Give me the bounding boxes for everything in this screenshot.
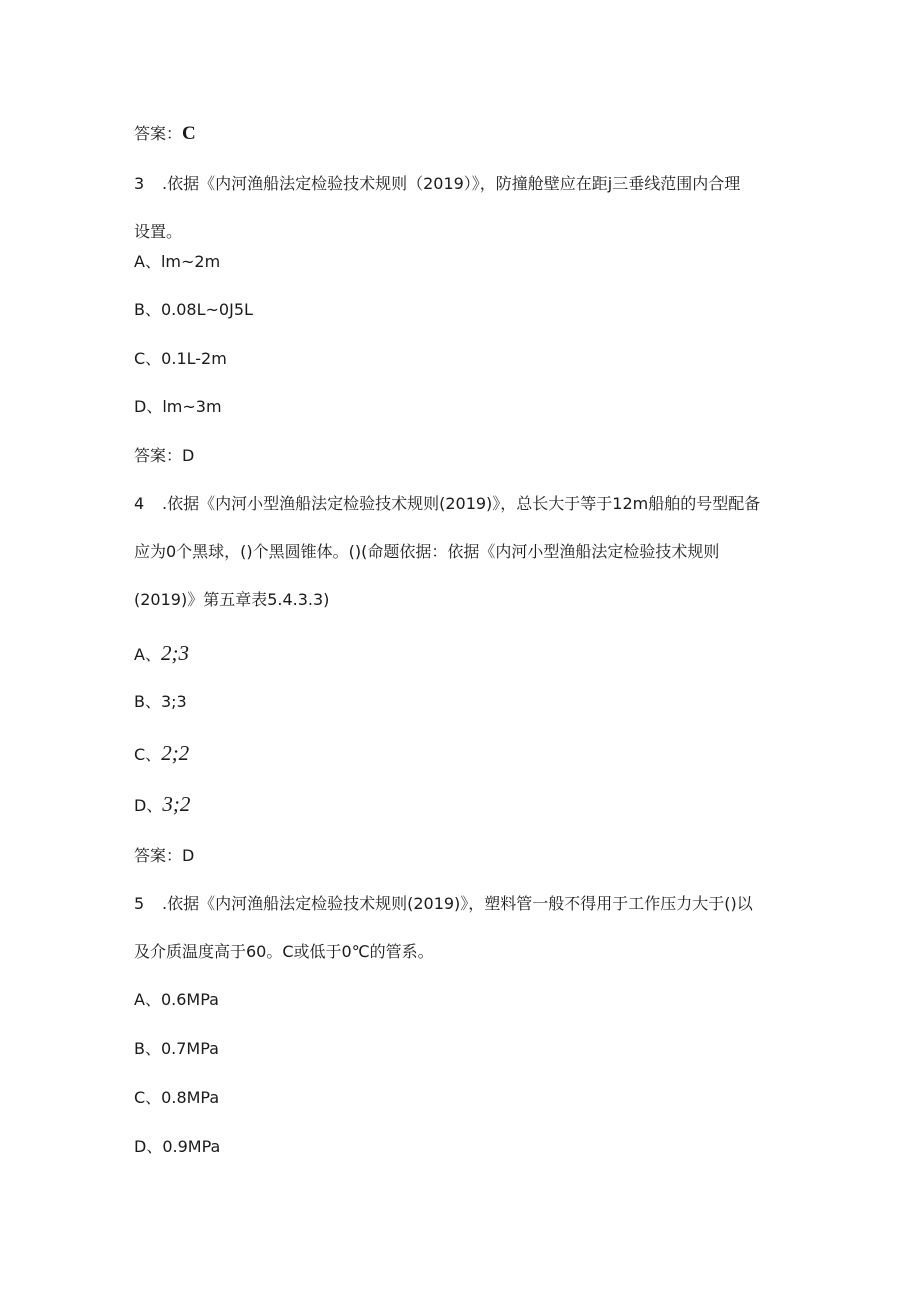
answer-label: 答案： [134, 124, 183, 143]
q3-answer: 答案：D [134, 446, 195, 465]
q4-answer: 答案：D [134, 846, 195, 865]
q5-option-b: B、0.7MPa [134, 1039, 219, 1058]
q4-text-line3: (2019)》第五章表5.4.3.3) [134, 590, 330, 609]
q3-text-line2: 设置。 [134, 222, 183, 241]
answer-value: C [182, 123, 196, 144]
q4-option-b: B、3;3 [134, 692, 187, 711]
q4-text-line1: 4 .依据《内河小型渔船法定检验技术规则(2019)》，总长大于等于12m船舶的号型配备 [134, 494, 761, 513]
q3-option-b: B、0.08L~0J5L [134, 300, 253, 319]
q3-option-d: D、lm~3m [134, 397, 222, 416]
q5-option-d: D、0.9MPa [134, 1137, 221, 1156]
q3-text-line1: 3 .依据《内河渔船法定检验技术规则（2019）》，防撞舱壁应在距j三垂线范围内合理 [134, 174, 741, 193]
q4-option-d: D、3;2 [134, 792, 191, 816]
q5-text-line1: 5 .依据《内河渔船法定检验技术规则(2019)》，塑料管一般不得用于工作压力大于()以 [134, 894, 753, 913]
question-number: 3 [134, 174, 145, 193]
question-number: 4 [134, 494, 145, 513]
q5-option-c: C、0.8MPa [134, 1088, 220, 1107]
q5-text-line2: 及介质温度高于60。C或低于0℃的管系。 [134, 942, 434, 961]
q2-answer [134, 124, 196, 144]
q3-option-c: C、0.1L-2m [134, 349, 227, 368]
question-number: 5 [134, 894, 145, 913]
q3-option-a: A、lm~2m [134, 252, 221, 271]
q4-text-line2: 应为0个黑球，()个黑圆锥体。()(命题依据：依据《内河小型渔船法定检验技术规则 [134, 542, 720, 561]
q4-option-a: A、2;3 [134, 641, 189, 665]
q4-option-c: C、2;2 [134, 741, 190, 765]
q5-option-a: A、0.6MPa [134, 990, 219, 1009]
